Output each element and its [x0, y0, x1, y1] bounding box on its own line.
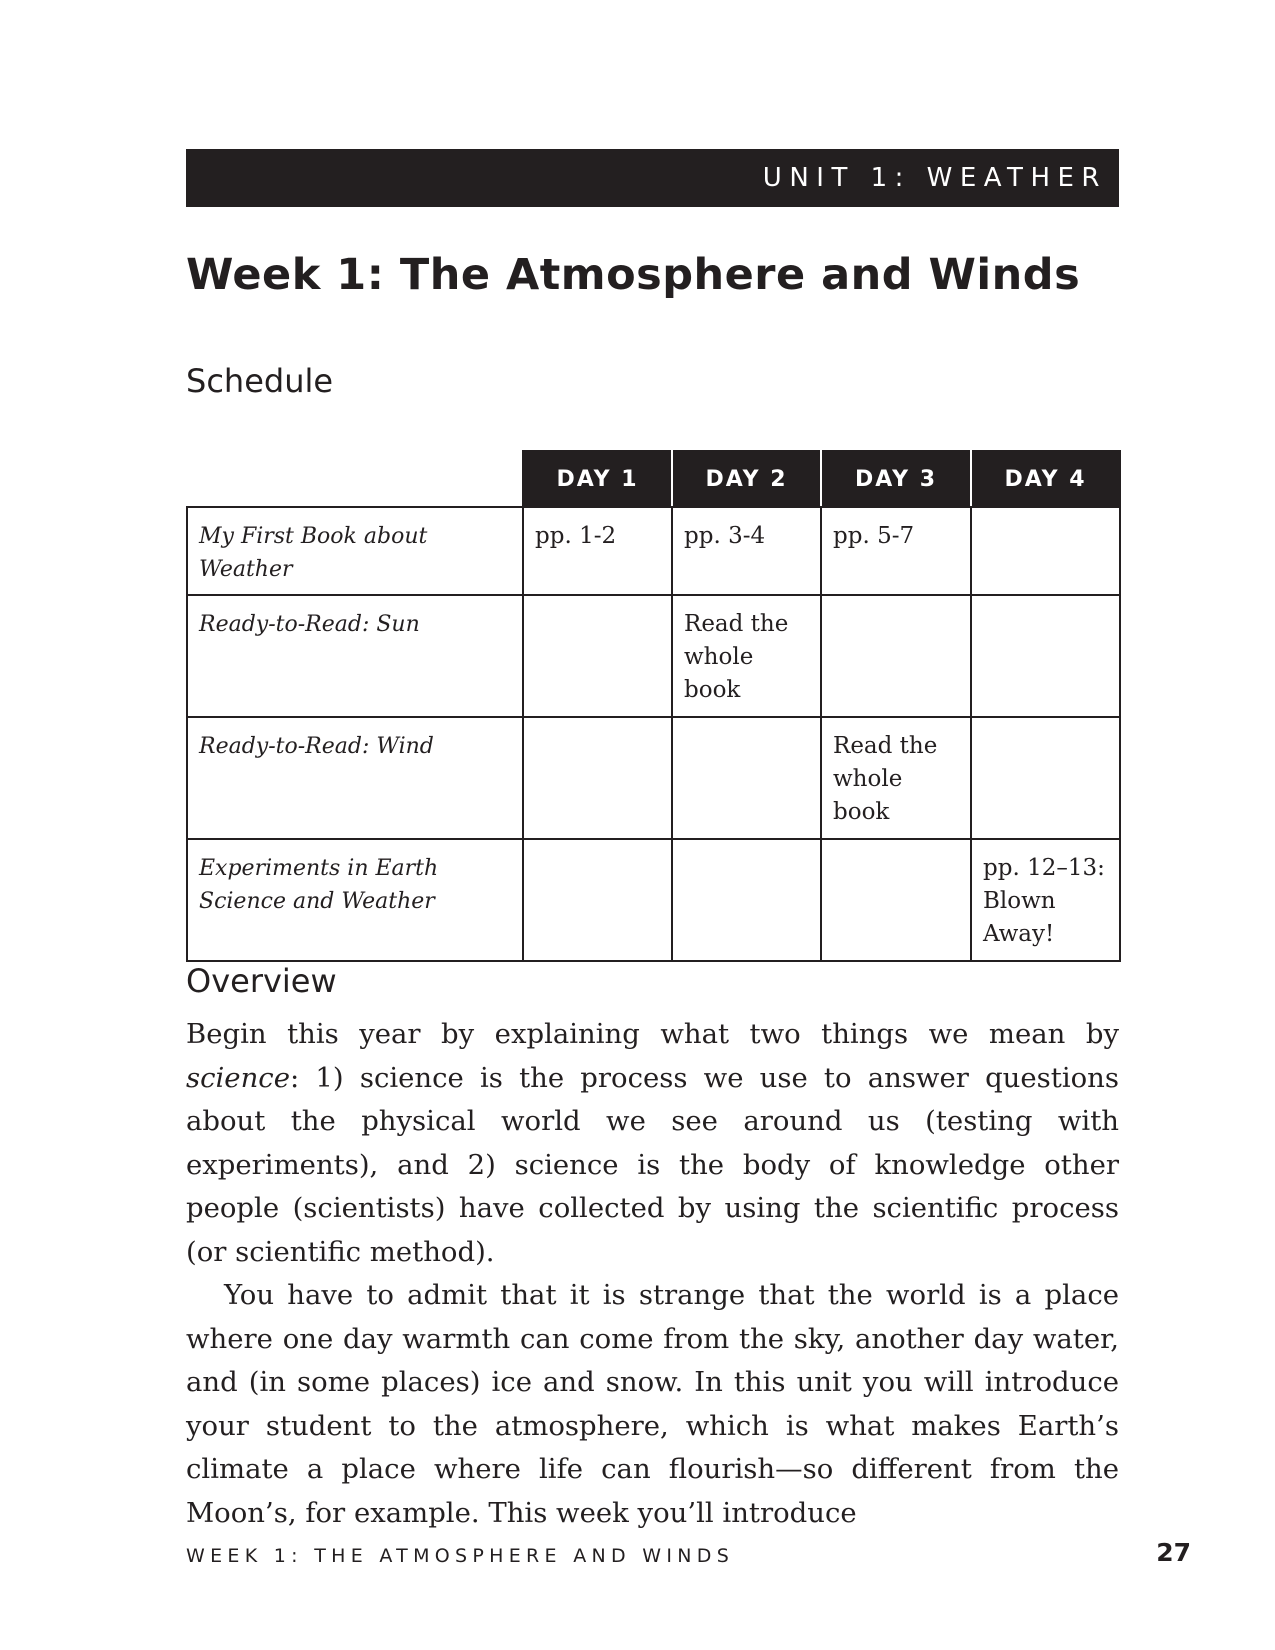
running-footer-title: WEEK 1: THE ATMOSPHERE AND WINDS	[186, 1545, 735, 1567]
schedule-cell: pp. 1-2	[523, 507, 672, 595]
unit-label: UNIT 1: WEATHER	[762, 163, 1107, 193]
table-row	[187, 839, 1120, 961]
schedule-cell	[523, 595, 672, 717]
page-title: Week 1: The Atmosphere and Winds	[186, 250, 1081, 300]
schedule-header-row	[187, 451, 1120, 507]
schedule-cell	[523, 839, 672, 961]
table-row	[187, 717, 1120, 839]
schedule-cell	[971, 717, 1120, 839]
schedule-cell: pp. 5-7	[821, 507, 971, 595]
page-number: 27	[1156, 1538, 1191, 1567]
schedule-cell: Read the whole book	[672, 595, 821, 717]
blank-corner-cell	[187, 451, 523, 507]
overview-heading: Overview	[186, 962, 337, 1000]
day-header: DAY 2	[672, 451, 821, 507]
schedule-cell: Read the whole book	[821, 717, 971, 839]
schedule-heading: Schedule	[186, 362, 334, 400]
book-title-cell: Ready-to-Read: Sun	[187, 595, 523, 717]
schedule-cell	[672, 839, 821, 961]
unit-header-bar	[186, 149, 1119, 207]
emphasis-term: science	[186, 1061, 290, 1094]
overview-text: : 1) science is the process we use to answer questions about the physical world we see around us (testing with experiments), and 2) science is the body of knowledge other people (scientists) have collected by using the scientific process (or scientific method).	[186, 1061, 1119, 1268]
schedule-cell: pp. 12–13: Blown Away!	[971, 839, 1120, 961]
schedule-cell	[821, 839, 971, 961]
day-header: DAY 4	[971, 451, 1120, 507]
book-title-cell: Ready-to-Read: Wind	[187, 717, 523, 839]
day-header: DAY 3	[821, 451, 971, 507]
schedule-cell	[523, 717, 672, 839]
schedule-cell	[672, 717, 821, 839]
schedule-cell	[971, 507, 1120, 595]
table-row	[187, 507, 1120, 595]
day-header: DAY 1	[523, 451, 672, 507]
schedule-cell: pp. 3-4	[672, 507, 821, 595]
overview-text: Begin this year by explaining what two things we mean by	[186, 1018, 1119, 1050]
schedule-cell	[971, 595, 1120, 717]
book-title-cell: My First Book about Weather	[187, 507, 523, 595]
overview-body	[186, 1013, 1119, 1535]
table-row	[187, 595, 1120, 717]
overview-paragraph	[186, 1013, 1119, 1274]
book-title-cell: Experiments in Earth Science and Weather	[187, 839, 523, 961]
overview-paragraph: You have to admit that it is strange that the world is a place where one day warmth can come from the sky, another day water, and (in some places) ice and snow. In this unit you will introduce your student to the atmosphere, which is what makes Earth’s climate a place where life can flourish—so different from the Moon’s, for example. This week you’ll introduce	[186, 1279, 1119, 1529]
schedule-cell	[821, 595, 971, 717]
schedule-table	[186, 450, 1121, 962]
